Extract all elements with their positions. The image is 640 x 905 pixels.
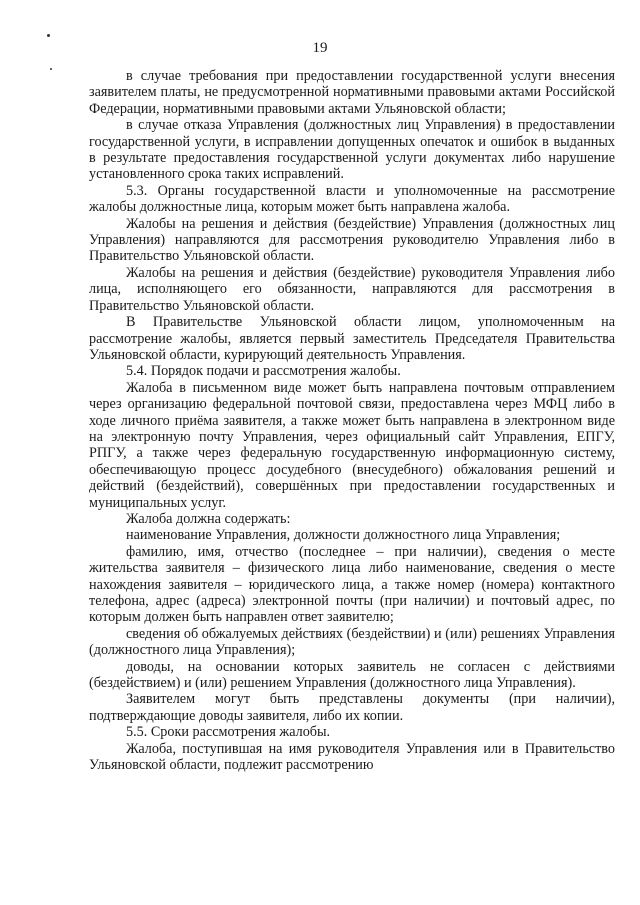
paragraph: наименование Управления, должности должностного лица Управления; bbox=[126, 527, 561, 544]
paragraph: В Правительстве Ульяновской области лицом, уполномоченным на рассмотрение жалобы, является первый заместитель Председателя Правительства Ульяновской области, курирующий деятельность Управления. bbox=[89, 314, 615, 363]
paragraph: в случае отказа Управления (должностных лиц Управления) в предоставлении государственной услуги, в исправлении допущенных опечаток и ошибок в выданных в результате предоставления государственной услуги документах либо нарушение установленного срока таких исправлений. bbox=[89, 117, 615, 183]
paragraph: в случае требования при предоставлении государственной услуги внесения заявителем платы, не предусмотренной нормативными правовыми актами Российской Федерации, нормативными правовыми актами Ульяновской области; bbox=[89, 68, 615, 117]
paragraph: Жалобы на решения и действия (бездействие) руководителя Управления либо лица, исполняющего его обязанности, направляются для рассмотрения в Правительство Ульяновской области. bbox=[89, 264, 615, 314]
paragraph: Жалоба в письменном виде может быть направлена почтовым отправлением через организацию федеральной почтовой связи, предоставлена через МФЦ либо в ходе личного приёма заявителя, а также может быть направлена в электронном виде на электронную почту Управления, через официальный сайт Управления, ЕПГУ, РПГУ, а также через федеральную государственную информационную систему, обеспечивающую процесс досудебного (внесудебного) обжалования решений и действий (бездействий), совершённых при предоставлении государственных и муниципальных услуг. bbox=[89, 379, 615, 511]
section-heading: 5.4. Порядок подачи и рассмотрения жалобы. bbox=[126, 363, 401, 380]
paragraph: сведения об обжалуемых действиях (бездействии) и (или) решениях Управления (должностного лица Управления); bbox=[89, 625, 615, 659]
paragraph: доводы, на основании которых заявитель не согласен с действиями (бездействием) и (или) решением Управления (должностного лица Управления). bbox=[89, 658, 615, 692]
section-heading: 5.5. Сроки рассмотрения жалобы. bbox=[126, 724, 331, 741]
paragraph: 5.3. Органы государственной власти и уполномоченные на рассмотрение жалобы должностные лица, которым может быть направлена жалоба. bbox=[89, 182, 615, 216]
scan-mark bbox=[50, 68, 52, 70]
document-body bbox=[89, 68, 615, 773]
page-number: 19 bbox=[312, 40, 328, 56]
paragraph: Жалобы на решения и действия (бездействие) Управления (должностных лиц Управления) направляются для рассмотрения руководителю Управления либо в Правительство Ульяновской области. bbox=[89, 215, 615, 265]
paragraph: Жалоба, поступившая на имя руководителя Управления или в Правительство Ульяновской области, подлежит рассмотрению bbox=[89, 740, 615, 774]
paragraph: фамилию, имя, отчество (последнее – при наличии), сведения о месте жительства заявителя – физического лица либо наименование, сведения о месте нахождения заявителя – юридического лица, а также номер (номера) контактного телефона, адрес (адреса) электронной почты (при наличии) и почтовый адрес, по которым должен быть направлен ответ заявителю; bbox=[89, 543, 615, 626]
paragraph: Заявителем могут быть представлены документы (при наличии), подтверждающие доводы заявителя, либо их копии. bbox=[89, 691, 615, 724]
paragraph: Жалоба должна содержать: bbox=[126, 510, 291, 527]
scan-mark bbox=[47, 34, 50, 37]
